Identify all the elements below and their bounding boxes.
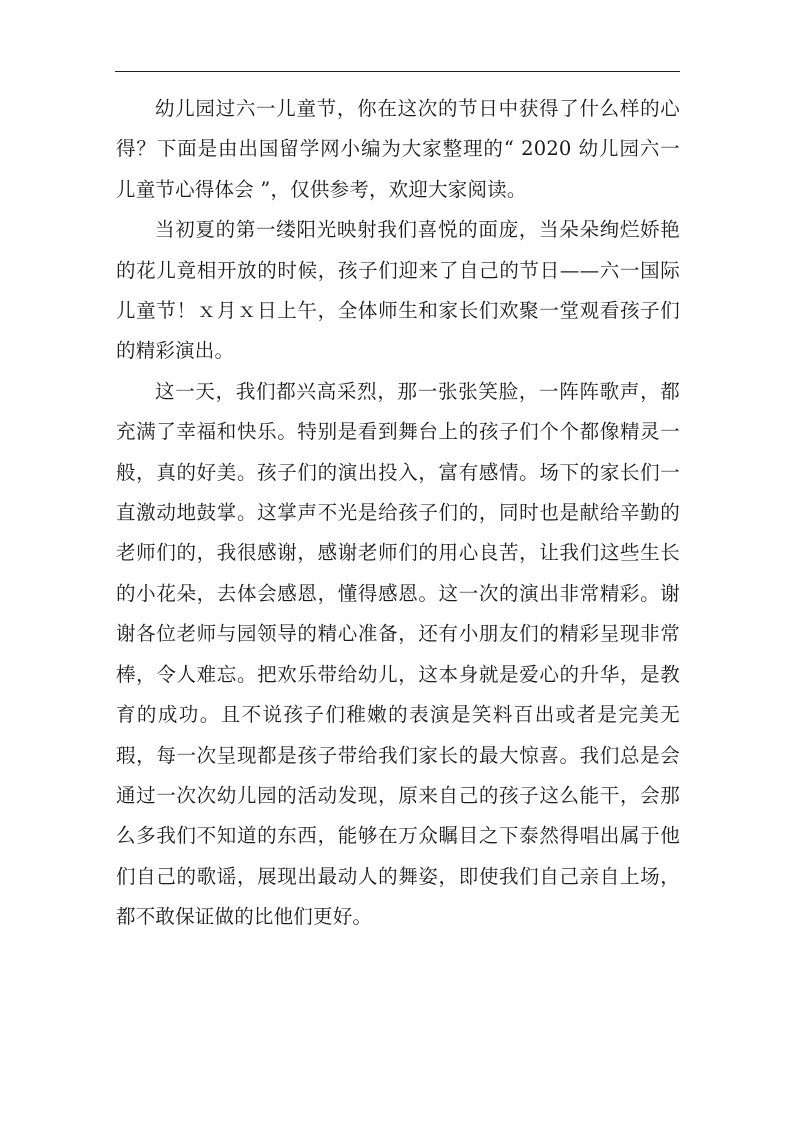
document-body (116, 89, 680, 938)
performance-paragraph: 这一天，我们都兴高采烈，那一张张笑脸，一阵阵歌声，都充满了幸福和快乐。特别是看到舞台上的孩子们个个都像精灵一般，真的好美。孩子们的演出投入，富有感情。场下的家长们一直激动地鼓掌。这掌声不光是给孩子们的，同时也是献给辛勤的老师们的，我很感谢，感谢老师们的用心良苦，让我们这些生长的小花朵，去体会感恩，懂得感恩。这一次的演出非常精彩。谢谢各位老师与园领导的精心准备，还有小朋友们的精彩呈现非常棒，令人难忘。把欢乐带给幼儿，这本身就是爱心的升华，是教育的成功。且不说孩子们稚嫩的表演是笑料百出或者是完美无瑕，每一次呈现都是孩子带给我们家长的最大惊喜。我们总是会通过一次次幼儿园的活动发现，原来自己的孩子这么能干，会那么多我们不知道的东西，能够在万众瞩目之下泰然得唱出属于他们自己的歌谣，展现出最动人的舞姿，即使我们自己亲自上场，都不敢保证做的比他们更好。 (116, 379, 680, 929)
intro-paragraph: 幼儿园过六一儿童节，你在这次的节日中获得了什么样的心得？下面是由出国留学网小编为大家整理的“ 2020 幼儿园六一儿童节心得体会 ”，仅供参考，欢迎大家阅读。 (116, 97, 680, 201)
summer-paragraph: 当初夏的第一缕阳光映射我们喜悦的面庞，当朵朵绚烂娇艳的花儿竟相开放的时候，孩子们迎来了自己的节日——六一国际儿童节！ｘ月ｘ日上午，全体师生和家长们欢聚一堂观看孩子们的精彩演出。 (116, 218, 680, 363)
header-rule (115, 71, 680, 72)
